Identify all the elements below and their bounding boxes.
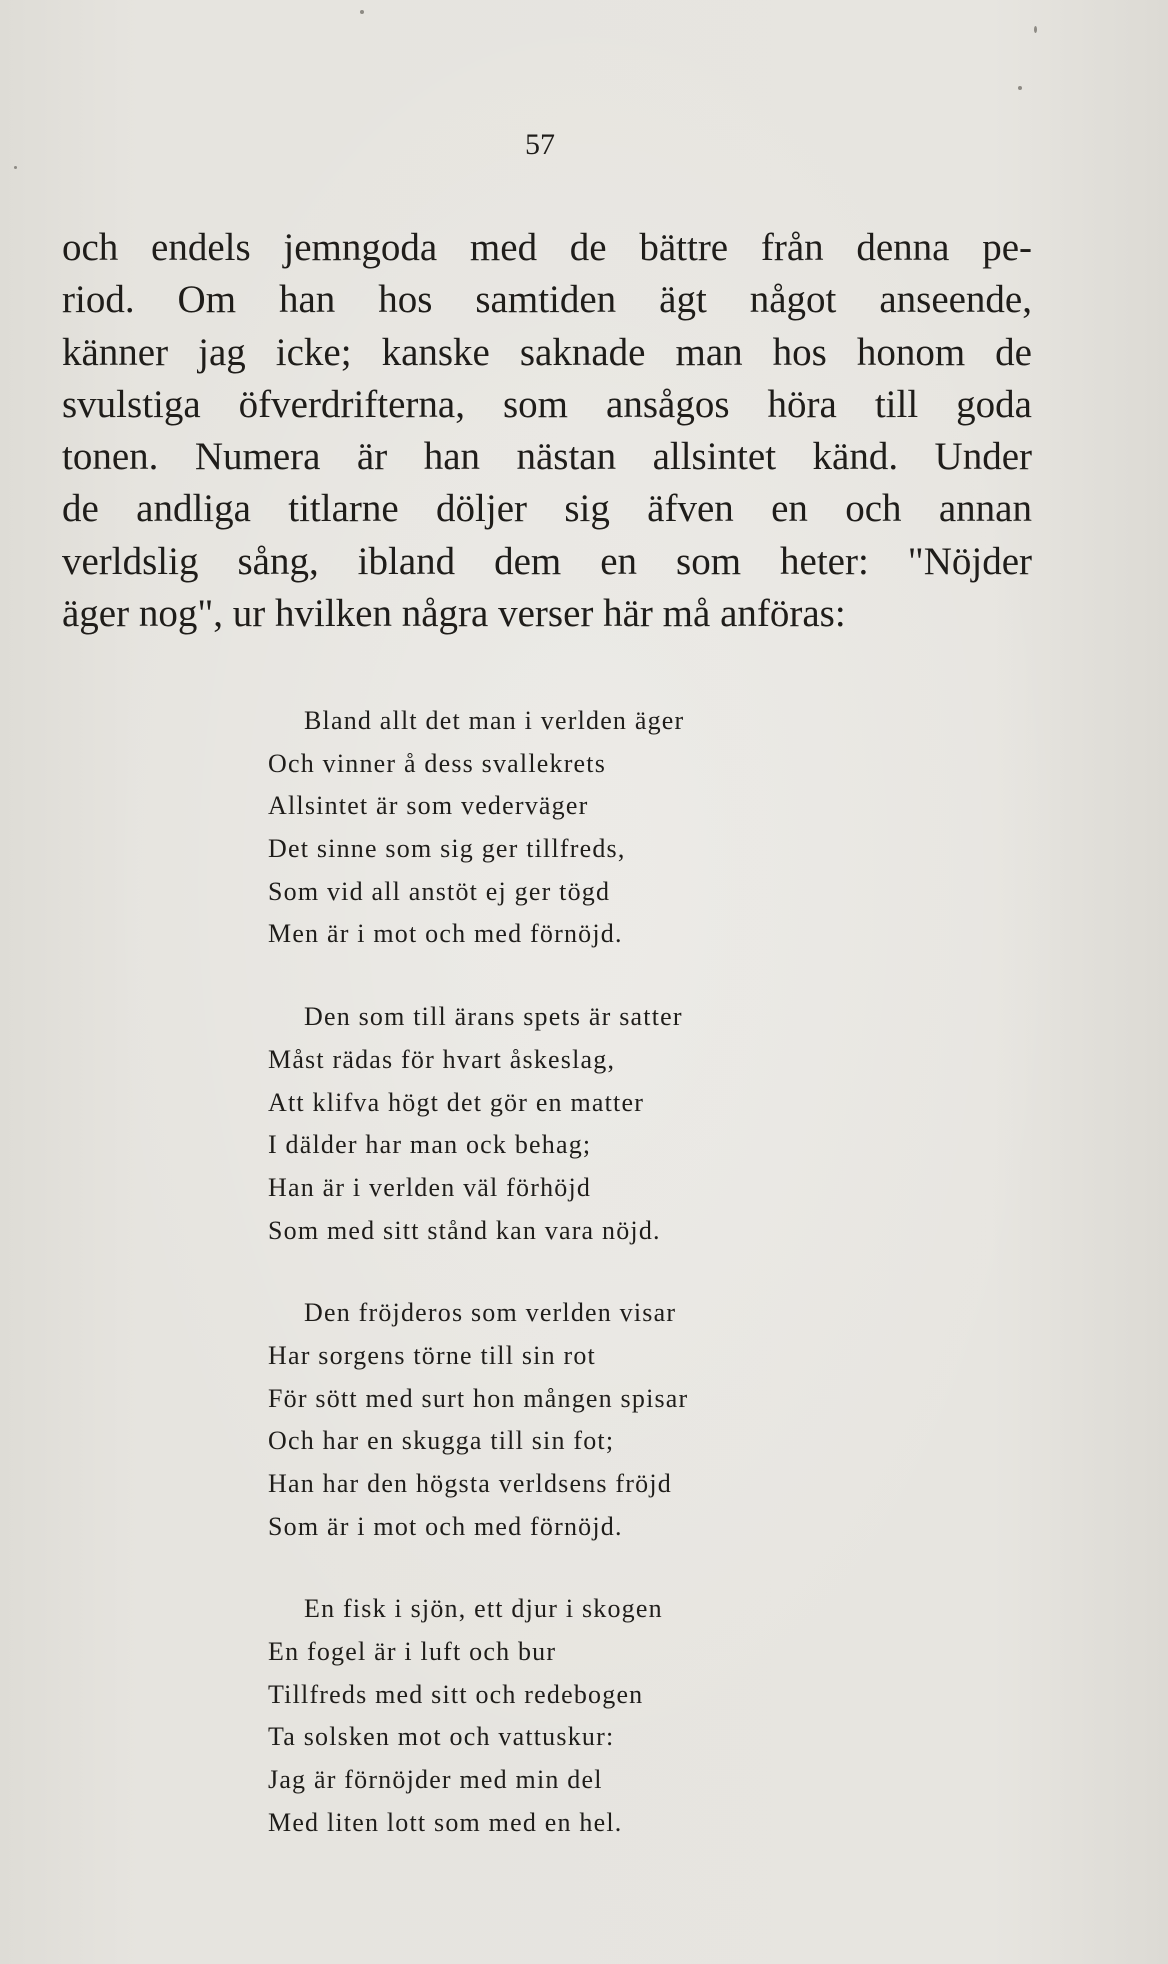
verse-line: Han har den högsta verldsens fröjd <box>268 1469 672 1498</box>
paper-speck <box>1018 86 1022 90</box>
prose-line: äger nog", ur hvilken några verser här må anföras: <box>62 592 846 636</box>
verse-line: Och vinner å dess svallekrets <box>268 748 607 778</box>
poem-stanza <box>268 996 868 1252</box>
poem <box>268 700 868 1885</box>
prose-line: och endels jemngoda med de bättre från denna pe- <box>62 226 1032 269</box>
verse-line: Måst rädas för hvart åskeslag, <box>268 1044 616 1074</box>
verse-line: Den som till ärans spets är satter <box>304 1002 683 1032</box>
prose-line: riod. Om han hos samtiden ägt något anseende, <box>62 278 1032 322</box>
page-number: 57 <box>525 128 555 161</box>
verse-line: Som är i mot och med förnöjd. <box>268 1511 623 1541</box>
verse-line: Har sorgens törne till sin rot <box>268 1340 596 1370</box>
verse-line: För sött med surt hon mången spisar <box>268 1383 689 1413</box>
verse-line: Men är i mot och med förnöjd. <box>268 919 623 949</box>
prose-paragraph <box>62 222 1032 640</box>
verse-line: En fisk i sjön, ett djur i skogen <box>304 1594 663 1624</box>
verse-line: Med liten lott som med en hel. <box>268 1807 623 1837</box>
poem-stanza <box>268 1588 868 1844</box>
verse-line: Som med sitt stånd kan vara nöjd. <box>268 1215 661 1245</box>
paper-speck <box>14 166 17 169</box>
verse-line: Att klifva högt det gör en matter <box>268 1087 645 1117</box>
verse-line: En fogel är i luft och bur <box>268 1637 557 1667</box>
prose-line: känner jag icke; kanske saknade man hos honom de <box>62 330 1032 374</box>
verse-line: Det sinne som sig ger tillfreds, <box>268 834 626 864</box>
paper-speck <box>1034 26 1037 33</box>
verse-line: Allsintet är som vederväger <box>268 791 589 821</box>
paper-speck <box>360 10 364 14</box>
prose-line: de andliga titlarne döljer sig äfven en och annan <box>62 487 1032 531</box>
prose-line: svulstiga öfverdrifterna, som ansågos höra till goda <box>62 382 1032 426</box>
prose-line: tonen. Numera är han nästan allsintet känd. Under <box>62 435 1032 479</box>
verse-line: Bland allt det man i verlden äger <box>304 706 685 735</box>
verse-line: Ta solsken mot och vattuskur: <box>268 1722 615 1752</box>
verse-line: Tillfreds med sitt och redebogen <box>268 1679 644 1709</box>
poem-stanza <box>268 1292 868 1548</box>
verse-line: I dälder har man ock behag; <box>268 1130 592 1160</box>
verse-line: Och har en skugga till sin fot; <box>268 1426 615 1456</box>
verse-line: Han är i verlden väl förhöjd <box>268 1172 592 1202</box>
prose-line: verldslig sång, ibland dem en som heter: "Nöjder <box>62 539 1032 583</box>
poem-stanza <box>268 700 868 956</box>
verse-line: Den fröjderos som verlden visar <box>304 1298 677 1328</box>
verse-line: Som vid all anstöt ej ger tögd <box>268 876 611 906</box>
verse-line: Jag är förnöjder med min del <box>268 1765 603 1795</box>
